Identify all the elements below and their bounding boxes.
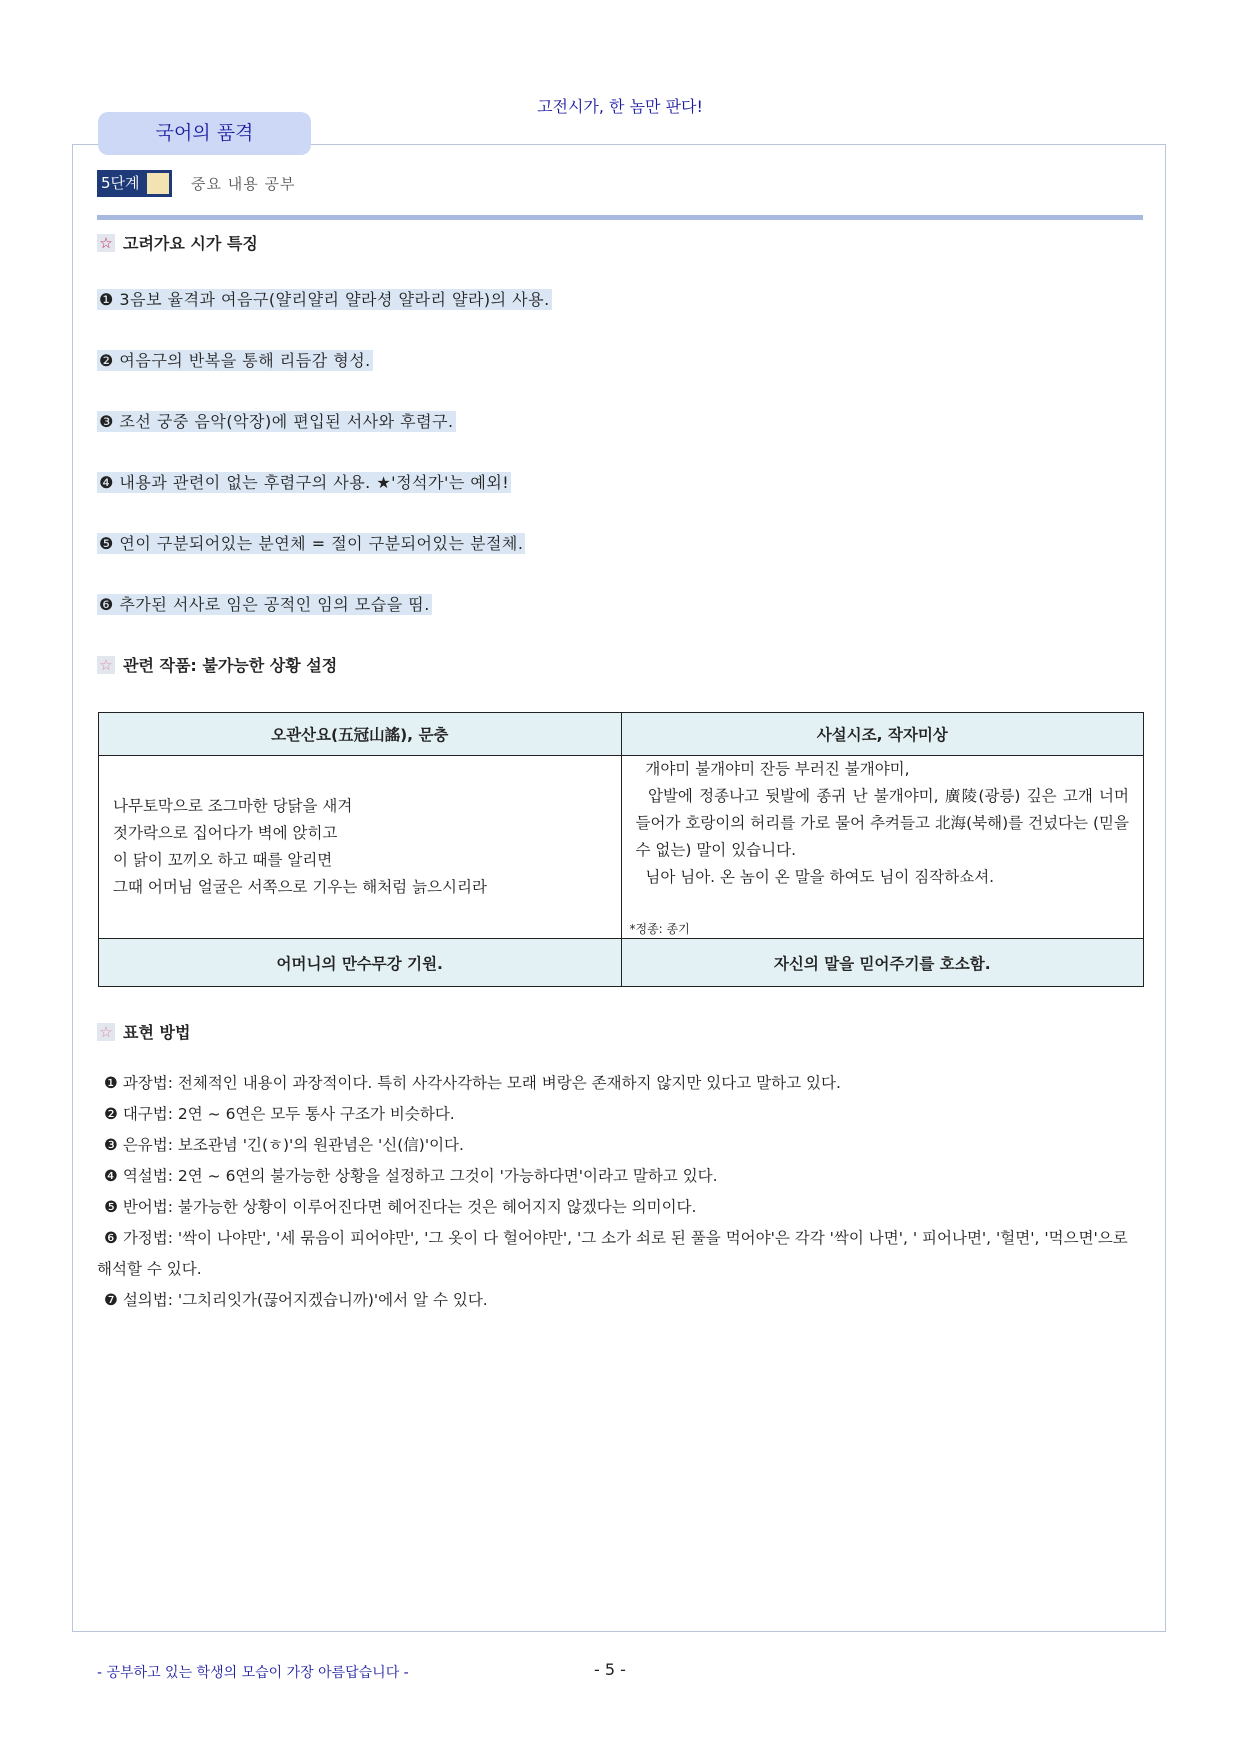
footer-motto: - 공부하고 있는 학생의 모습이 가장 아름답습니다 - (97, 1665, 409, 1681)
page-header-title: 고전시가, 한 놈만 판다! (537, 97, 703, 116)
poem-right (621, 756, 1144, 939)
table-header: 사설시조, 작자미상 (621, 713, 1144, 756)
section-heading-related-works (97, 653, 337, 676)
step-label: 5단계 (97, 170, 144, 197)
works-table (98, 712, 1144, 987)
table-summary: 자신의 말을 믿어주기를 호소함. (621, 939, 1144, 987)
star-icon: ☆ (97, 1023, 115, 1041)
heading-text: 관련 작품: 불가능한 상황 설정 (123, 656, 338, 675)
feature-item: ❷ 여음구의 반복을 통해 리듬감 형성. (99, 351, 371, 370)
expression-item: ❸ 은유법: 보조관념 '긴(ㅎ)'의 원관념은 '신(信)'이다. (104, 1136, 464, 1154)
poem-line: 젓가락으로 집어다가 벽에 앉히고 (113, 824, 338, 842)
section-tab: 국어의 품격 (98, 112, 311, 155)
feature-item: ❻ 추가된 서사로 임은 공적인 임의 모습을 띰. (99, 595, 430, 614)
feature-item: ❸ 조선 궁중 음악(악장)에 편입된 서사와 후렴구. (99, 412, 454, 431)
step-swatch (144, 170, 172, 197)
star-icon: ☆ (97, 656, 115, 674)
expression-item: ❶ 과장법: 전체적인 내용이 과장적이다. 특히 사각사각하는 모래 벼랑은 존재하지 않지만 있다고 말하고 있다. (104, 1074, 841, 1092)
poem-line: 나무토막으로 조그마한 당닭을 새겨 (113, 797, 353, 815)
expression-item: ❻ 가정법: '싹이 나야만', '세 묶음이 피어야만', '그 옷이 다 헐어야만', '그 소가 쇠로 된 풀을 먹어야'은 각각 '싹이 나면', ' 피어나면', '헐면', '먹으면'으로 해석할 수 있다. (97, 1229, 1128, 1278)
divider (97, 215, 1143, 220)
poem-line: 그때 어머님 얼굴은 서쪽으로 기우는 해처럼 늙으시리라 (113, 878, 487, 896)
section-heading-expressions (97, 1020, 190, 1043)
expression-item: ❹ 역설법: 2연 ~ 6연의 불가능한 상황을 설정하고 그것이 '가능하다면'이라고 말하고 있다. (104, 1167, 718, 1185)
heading-text: 고려가요 시가 특징 (123, 234, 258, 253)
expression-item: ❷ 대구법: 2연 ~ 6연은 모두 통사 구조가 비슷하다. (104, 1105, 455, 1123)
feature-item: ❺ 연이 구분되어있는 분연체 = 절이 구분되어있는 분절체. (99, 534, 524, 553)
table-summary: 어머니의 만수무강 기원. (99, 939, 622, 987)
heading-text: 표현 방법 (123, 1023, 191, 1042)
poem-line: 개야미 불개야미 잔등 부러진 불개야미, (635, 760, 910, 778)
poem-line: 압발에 정종나고 뒷발에 종귀 난 불개야미, 廣陵(광릉) 깊은 고개 너머 들어가 호랑이의 허리를 가로 물어 추켜들고 北海(북해)를 건넜다는 (믿을 수 없는) 말이 있습니다. (635, 787, 1134, 859)
step-description: 중요 내용 공부 (191, 175, 296, 193)
expression-item: ❺ 반어법: 불가능한 상황이 이루어진다면 헤어진다는 것은 헤어지지 않겠다는 의미이다. (104, 1198, 697, 1216)
step-badge (97, 170, 172, 197)
page-number: - 5 - (594, 1660, 626, 1679)
poem-line: 이 닭이 꼬끼오 하고 때를 알리면 (113, 851, 333, 869)
feature-item: ❶ 3음보 율격과 여음구(얄리얄리 얄라셩 얄라리 얄라)의 사용. (99, 290, 550, 309)
star-icon: ☆ (97, 234, 115, 252)
expression-item: ❼ 설의법: '그치리잇가(끊어지겠습니까)'에서 알 수 있다. (104, 1291, 488, 1309)
poem-line: 님아 님아. 온 놈이 온 말을 하여도 님이 짐작하쇼셔. (635, 868, 995, 886)
table-header: 오관산요(五冠山謠), 문충 (99, 713, 622, 756)
footnote: *정종: 종기 (629, 922, 690, 936)
section-heading-features (97, 231, 258, 254)
poem-left (99, 756, 622, 939)
feature-item: ❹ 내용과 관련이 없는 후렴구의 사용. ★'정석가'는 예외! (99, 473, 510, 492)
